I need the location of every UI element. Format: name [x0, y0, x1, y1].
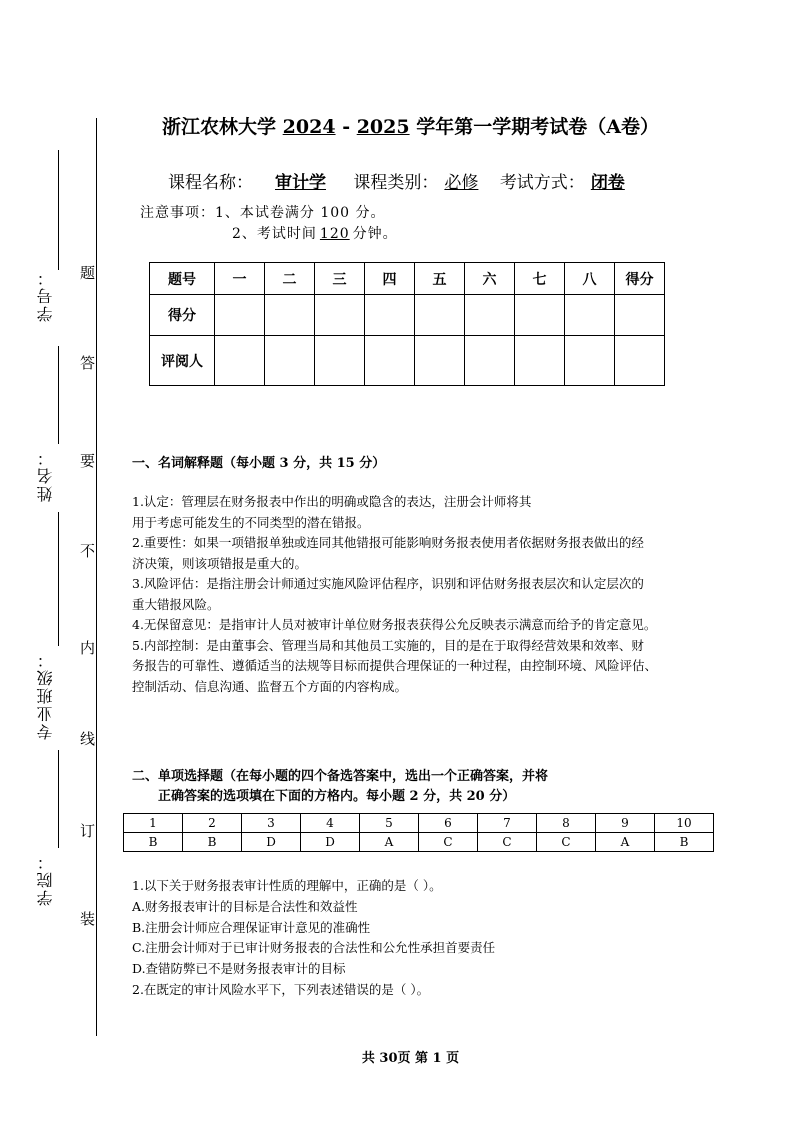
section2-body: [132, 876, 712, 1001]
section2-title-cont: 正确答案的选项填在下面的方格内。每小题 2 分，共 20 分）: [158, 789, 516, 804]
seal-char: 装: [80, 910, 96, 928]
score-header-cell: 得分: [615, 263, 665, 295]
reviewer-cell[interactable]: [315, 336, 365, 386]
seal-char: 线: [80, 730, 96, 748]
seal-char: 要: [80, 452, 96, 470]
exam-title: [0, 112, 793, 139]
option-line: B.注册会计师应合理保证审计意见的准确性: [132, 919, 371, 935]
score-header-cell: 二: [265, 263, 315, 295]
reviewer-cell[interactable]: [215, 336, 265, 386]
answer-number: 10: [655, 814, 714, 833]
score-cell[interactable]: [615, 295, 665, 336]
answer-number: 6: [419, 814, 478, 833]
class-label: 专业班级：: [36, 650, 55, 740]
course-type: 必修: [444, 173, 479, 193]
reviewer-cell[interactable]: [365, 336, 415, 386]
course-name-label: 课程名称：: [168, 173, 253, 193]
score-cell[interactable]: [415, 295, 465, 336]
answer-cell[interactable]: B: [124, 833, 183, 852]
reviewer-cell[interactable]: [565, 336, 615, 386]
answer-cell[interactable]: B: [655, 833, 714, 852]
text-line: 重大错报风险。: [132, 596, 220, 612]
college-label: 学院：: [36, 852, 55, 906]
student-id-label: 学号：: [36, 268, 55, 322]
seal-char: 题: [80, 264, 96, 282]
notice-item: 2、考试时间: [232, 226, 317, 242]
answer-number: 7: [478, 814, 537, 833]
text-line: 1.认定：管理层在财务报表中作出的明确或隐含的表达，注册会计师将其: [132, 494, 532, 509]
score-header-cell: 八: [565, 263, 615, 295]
class-field[interactable]: [58, 512, 59, 646]
answer-number: 3: [242, 814, 301, 833]
score-cell[interactable]: [465, 295, 515, 336]
answer-number: 4: [301, 814, 360, 833]
section1-body: [132, 492, 712, 697]
score-cell[interactable]: [315, 295, 365, 336]
year-end: 2025: [356, 116, 410, 138]
answer-cell[interactable]: B: [183, 833, 242, 852]
exam-duration: 120: [319, 226, 350, 242]
text-line: 3.风险评估：是指注册会计师通过实施风险评估程序，识别和评估财务报表层次和认定层次的: [132, 576, 644, 591]
score-header-cell: 三: [315, 263, 365, 295]
score-header-cell: 四: [365, 263, 415, 295]
score-cell[interactable]: [515, 295, 565, 336]
student-id-field[interactable]: [58, 150, 59, 270]
seal-char: 内: [80, 639, 96, 657]
answer-number: 5: [360, 814, 419, 833]
answer-number: 2: [183, 814, 242, 833]
score-cell[interactable]: [215, 295, 265, 336]
section1-title: 一、名词解释题（每小题 3 分，共 15 分）: [132, 456, 386, 471]
binding-line: [96, 118, 97, 1036]
answer-cell[interactable]: C: [478, 833, 537, 852]
answer-cell[interactable]: A: [596, 833, 655, 852]
text-line: 用于考虑可能发生的不同类型的潜在错报。: [132, 514, 370, 530]
college-field[interactable]: [58, 750, 59, 848]
exam-mode: 闭卷: [590, 173, 625, 193]
text-line: 控制活动、信息沟通、监督五个方面的内容构成。: [132, 678, 408, 694]
answer-number: 1: [124, 814, 183, 833]
score-header-cell: 五: [415, 263, 465, 295]
reviewer-cell[interactable]: [515, 336, 565, 386]
reviewer-cell[interactable]: [415, 336, 465, 386]
notice-item: 分钟。: [352, 226, 398, 242]
page-footer: 共 30页 第 1 页: [361, 1051, 460, 1066]
seal-char: 订: [80, 822, 96, 840]
option-line: A.财务报表审计的目标是合法性和效益性: [132, 898, 358, 914]
reviewer-cell[interactable]: [265, 336, 315, 386]
text-line: 4.无保留意见：是指审计人员对被审计单位财务报表获得公允反映表示满意而给予的肯定意见。: [132, 617, 657, 632]
score-cell[interactable]: [265, 295, 315, 336]
seal-char: 答: [80, 354, 96, 372]
text-line: 2.重要性：如果一项错报单独或连同其他错报可能影响财务报表使用者依据财务报表做出的经: [132, 535, 644, 550]
answer-cell[interactable]: C: [419, 833, 478, 852]
score-header-cell: 七: [515, 263, 565, 295]
score-cell[interactable]: [365, 295, 415, 336]
reviewer-cell[interactable]: [615, 336, 665, 386]
answer-number: 9: [596, 814, 655, 833]
score-row-label: 得分: [150, 295, 215, 336]
question-line: 1.以下关于财务报表审计性质的理解中，正确的是（ ）。: [132, 878, 442, 893]
text-line: 5.内部控制：是由董事会、管理当局和其他员工实施的，目的是在于取得经营效果和效率、财: [132, 637, 644, 653]
text-line: 务报告的可靠性、遵循适当的法规等目标而提供合理保证的一种过程，由控制环境、风险评估、: [132, 658, 658, 673]
answer-cell[interactable]: D: [242, 833, 301, 852]
answer-number: 8: [537, 814, 596, 833]
title-suffix: 学年第一学期考试卷（A卷）: [416, 116, 659, 138]
answer-cell[interactable]: D: [301, 833, 360, 852]
score-table: [149, 262, 665, 386]
answer-cell[interactable]: C: [537, 833, 596, 852]
score-header-cell: 六: [465, 263, 515, 295]
text-line: 济决策，则该项错报是重大的。: [132, 555, 308, 571]
year-dash: -: [342, 116, 351, 138]
answer-table: [123, 813, 714, 852]
answer-cell[interactable]: A: [360, 833, 419, 852]
reviewer-cell[interactable]: [465, 336, 515, 386]
score-header-cell: 一: [215, 263, 265, 295]
title-prefix: 浙江农林大学: [162, 116, 277, 138]
notice-item: 1、本试卷满分 100 分。: [215, 205, 386, 221]
seal-char: 不: [80, 542, 96, 560]
option-line: D.查错防弊已不是财务报表审计的目标: [132, 961, 346, 977]
option-line: C.注册会计师对于已审计财务报表的合法性和公允性承担首要责任: [132, 940, 496, 956]
name-field[interactable]: [58, 346, 59, 444]
score-header-cell: 题号: [150, 263, 215, 295]
score-cell[interactable]: [565, 295, 615, 336]
course-name: 审计学: [275, 173, 326, 193]
course-info: [168, 168, 631, 193]
year-start: 2024: [282, 116, 336, 138]
course-type-label: 课程类别：: [353, 173, 439, 193]
reviewer-row-label: 评阅人: [150, 336, 215, 386]
notice-label: 注意事项：: [140, 205, 215, 221]
name-label: 姓名：: [36, 448, 55, 502]
exam-mode-label: 考试方式：: [499, 173, 585, 193]
section2-title: 二、单项选择题（在每小题的四个备选答案中，选出一个正确答案，并将: [132, 769, 549, 784]
notice: [140, 203, 398, 245]
question-line: 2.在既定的审计风险水平下，下列表述错误的是（ ）。: [132, 981, 430, 997]
